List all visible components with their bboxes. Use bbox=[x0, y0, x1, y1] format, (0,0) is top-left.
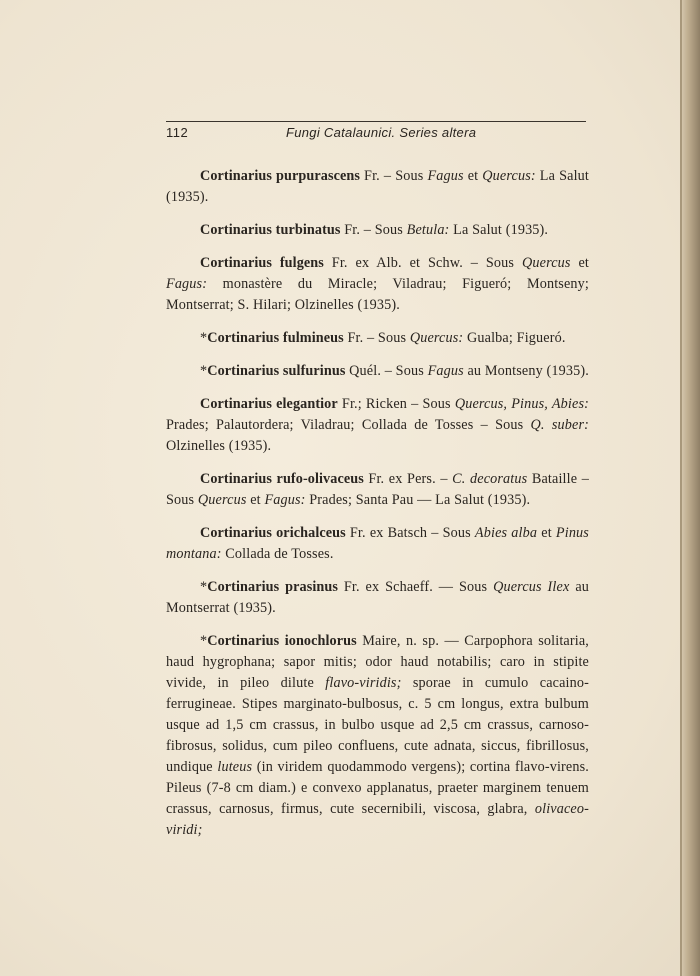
species-name: Cortinarius fulmineus bbox=[207, 330, 344, 346]
entry-turbinatus: Cortinarius turbinatus Fr. – Sous Betula: La Salut (1935). bbox=[200, 222, 549, 238]
species-name: Cortinarius rufo-olivaceus bbox=[200, 471, 364, 487]
entry-purpurascens: Cortinarius purpurascens Fr. – Sous Fagus et Quercus: La Salut (1935). bbox=[166, 168, 590, 205]
header-rule bbox=[166, 121, 586, 122]
species-name: Cortinarius sulfurinus bbox=[207, 363, 346, 379]
species-name: Cortinarius turbinatus bbox=[200, 222, 341, 238]
species-name: Cortinarius elegantior bbox=[200, 396, 338, 412]
species-name: Cortinarius ionochlorus bbox=[207, 633, 357, 649]
new-record-asterisk: * bbox=[200, 363, 208, 379]
entry-rufo-olivaceus: Cortinarius rufo-olivaceus Fr. ex Pers. – C. decoratus Bataille – Sous Quercus et Fagus: Prades; Santa Pau — La Salut (1935). bbox=[166, 471, 589, 508]
page-number: 112 bbox=[166, 125, 189, 140]
gutter-line bbox=[680, 0, 682, 976]
entry-ionochlorus: *Cortinarius ionochlorus Maire, n. sp. — Carpophora solitaria, haud hygrophana; sapor mitis; odor haud notabilis; caro in stipite vivide, in pileo dilute flavo-viridis; sporae in cumulo cacaino-ferrugineae. Stipes marginato-bulbosus, c. 5 cm longus, extra bulbum usque ad 1,5 cm crassus, in bulbo usque ad 2,5 cm crassus, carnoso-fibrosus, solidus, cum pileo confluens, cute adnata, siccus, fibrillosus, undique luteus (in viridem quodammodo vergens); cortina flavo-virens. Pileus (7-8 cm diam.) e convexo applanatus, praeter marginem tenuem crassus, carnosus, firmus, cute secernibili, viscosa, glabra, olivaceo-viridi; bbox=[166, 633, 590, 838]
entry-fulgens: Cortinarius fulgens Fr. ex Alb. et Schw. – Sous Quercus et Fagus: monastère du Miracle; Viladrau; Figueró; Montseny; Montserrat; S. Hilari; Olzinelles (1935). bbox=[166, 255, 589, 313]
text-body bbox=[166, 166, 589, 853]
species-name: Cortinarius prasinus bbox=[207, 579, 338, 595]
species-name: Cortinarius orichalceus bbox=[200, 525, 346, 541]
book-spine bbox=[680, 0, 700, 976]
running-head: Fungi Catalaunici. Series altera bbox=[286, 125, 477, 140]
entry-sulfurinus: *Cortinarius sulfurinus Quél. – Sous Fagus au Montseny (1935). bbox=[200, 363, 589, 379]
new-record-asterisk: * bbox=[200, 633, 208, 649]
species-name: Cortinarius purpurascens bbox=[200, 168, 361, 184]
new-record-asterisk: * bbox=[200, 330, 208, 346]
entry-elegantior: Cortinarius elegantior Fr.; Ricken – Sous Quercus, Pinus, Abies: Prades; Palautordera; Viladrau; Collada de Tosses – Sous Q. suber: Olzinelles (1935). bbox=[166, 396, 590, 454]
new-record-asterisk: * bbox=[200, 579, 208, 595]
entry-prasinus: *Cortinarius prasinus Fr. ex Schaeff. — Sous Quercus Ilex au Montserrat (1935). bbox=[166, 579, 590, 616]
entry-orichalceus: Cortinarius orichalceus Fr. ex Batsch – Sous Abies alba et Pinus montana: Collada de Tosses. bbox=[166, 525, 589, 562]
species-name: Cortinarius fulgens bbox=[200, 255, 324, 271]
entry-fulmineus: *Cortinarius fulmineus Fr. – Sous Quercus: Gualba; Figueró. bbox=[200, 330, 566, 346]
